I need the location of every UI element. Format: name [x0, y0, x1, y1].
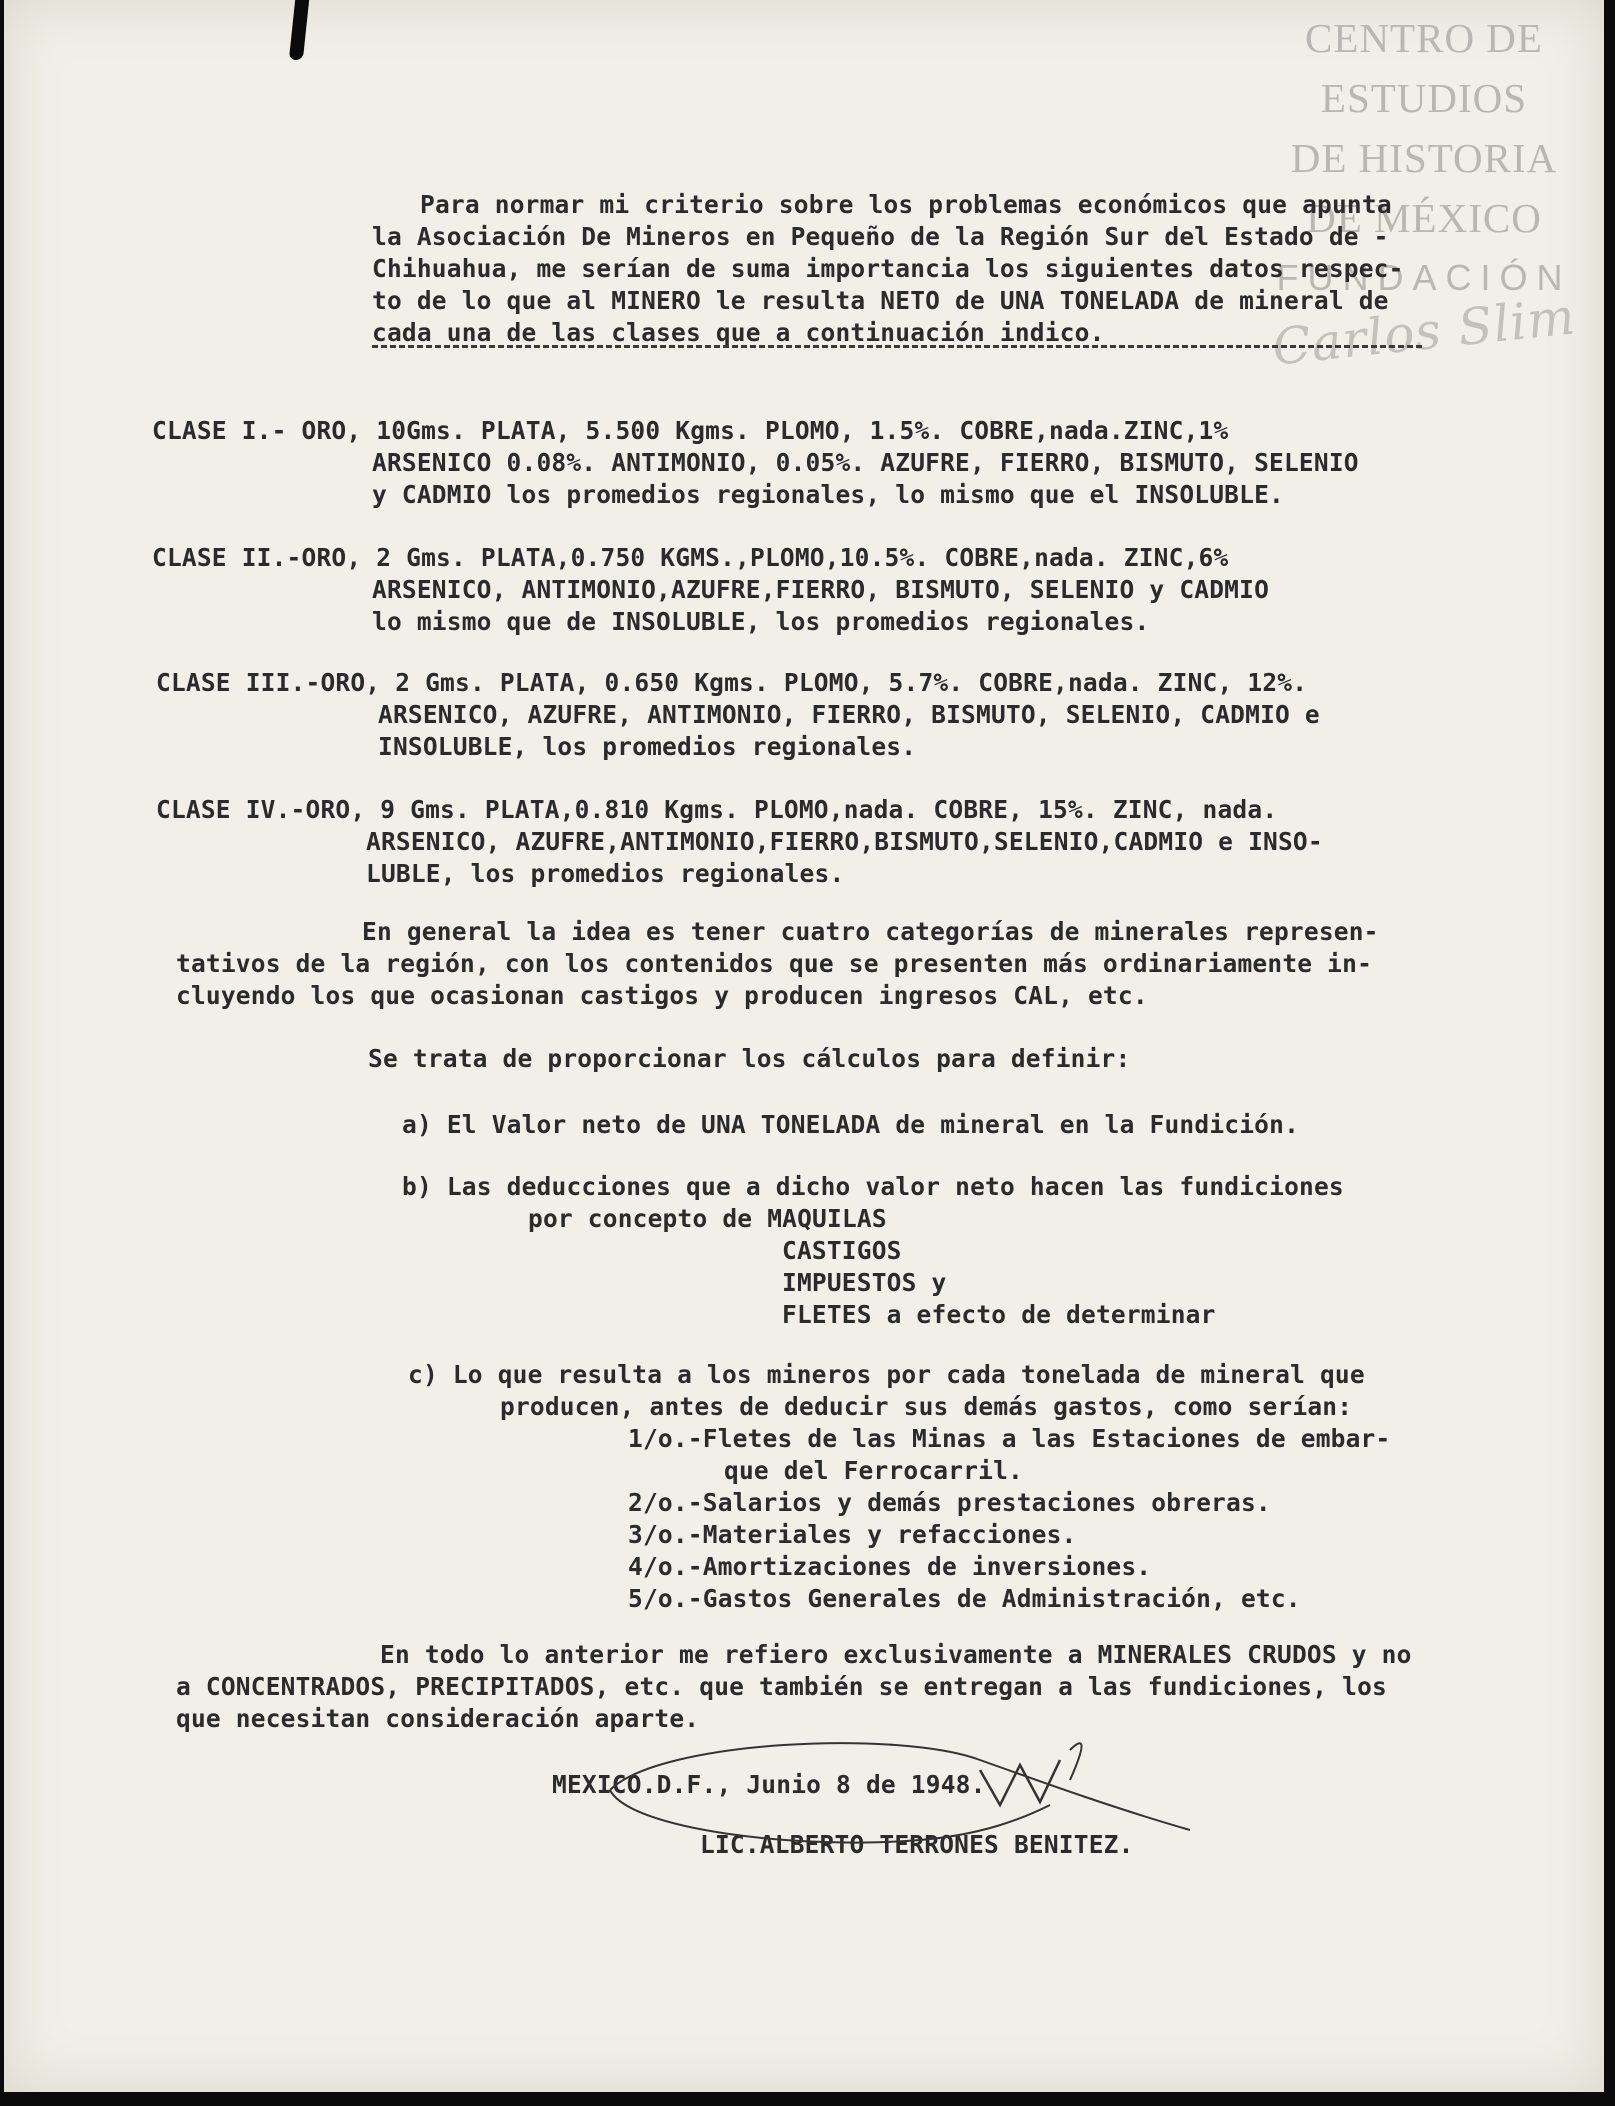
closing-line: En todo lo anterior me refiero exclusivamente a MINERALES CRUDOS y no [380, 1640, 1412, 1669]
item-c-subline: que del Ferrocarril. [724, 1456, 1024, 1485]
clase-1-line: CLASE I.- ORO, 10Gms. PLATA, 5.500 Kgms. PLOMO, 1.5%. COBRE,nada.ZINC,1% [152, 416, 1229, 445]
clase-2-line: CLASE II.-ORO, 2 Gms. PLATA,0.750 KGMS.,PLOMO,10.5%. COBRE,nada. ZINC,6% [152, 543, 1229, 572]
intro-line: to de lo que al MINERO le resulta NETO de UNA TONELADA de mineral de [372, 286, 1389, 315]
date-line: MEXICO.D.F., Junio 8 de 1948. [552, 1770, 986, 1799]
clase-4-line: ARSENICO, AZUFRE,ANTIMONIO,FIERRO,BISMUTO,SELENIO,CADMIO e INSO- [366, 827, 1323, 856]
item-c-subline: 5/o.-Gastos Generales de Administración, etc. [628, 1584, 1301, 1613]
watermark-signature: Carlos Slim [1269, 287, 1579, 377]
trata-line: Se trata de proporcionar los cálculos para definir: [368, 1044, 1131, 1073]
general-line: En general la idea es tener cuatro categorías de minerales represen- [362, 917, 1379, 946]
clase-4-line: CLASE IV.-ORO, 9 Gms. PLATA,0.810 Kgms. PLOMO,nada. COBRE, 15%. ZINC, nada. [156, 795, 1278, 824]
item-c-subline: 3/o.-Materiales y refacciones. [628, 1520, 1077, 1549]
intro-line: Para normar mi criterio sobre los problemas económicos que apunta [420, 190, 1392, 219]
clase-3-line: ARSENICO, AZUFRE, ANTIMONIO, FIERRO, BISMUTO, SELENIO, CADMIO e [378, 700, 1320, 729]
item-a: a) El Valor neto de UNA TONELADA de mineral en la Fundición. [402, 1110, 1300, 1139]
item-c-subline: 4/o.-Amortizaciones de inversiones. [628, 1552, 1152, 1581]
intro-line: Chihuahua, me serían de suma importancia los siguientes datos respec- [372, 254, 1404, 283]
clase-4-line: LUBLE, los promedios regionales. [366, 859, 845, 888]
item-b-line: IMPUESTOS y [782, 1268, 947, 1297]
general-line: tativos de la región, con los contenidos que se presenten más ordinariamente in- [176, 949, 1373, 978]
item-c-subline: 1/o.-Fletes de las Minas a las Estaciones de embar- [628, 1424, 1391, 1453]
clase-1-line: ARSENICO 0.08%. ANTIMONIO, 0.05%. AZUFRE, FIERRO, BISMUTO, SELENIO [372, 448, 1359, 477]
general-line: cluyendo los que ocasionan castigos y producen ingresos CAL, etc. [176, 981, 1148, 1010]
dashed-separator [372, 345, 1422, 348]
clase-3-line: CLASE III.-ORO, 2 Gms. PLATA, 0.650 Kgms. PLOMO, 5.7%. COBRE,nada. ZINC, 12%. [156, 668, 1308, 697]
handwritten-signature [600, 1720, 1200, 1860]
closing-line: a CONCENTRADOS, PRECIPITADOS, etc. que también se entregan a las fundiciones, los [176, 1672, 1387, 1701]
watermark-line: CENTRO DE [1305, 15, 1543, 61]
watermark-line: DE HISTORIA [1290, 135, 1558, 181]
item-c-line: producen, antes de deducir sus demás gastos, como serían: [500, 1392, 1353, 1421]
watermark-line: DE MÉXICO [1306, 195, 1542, 241]
intro-line: cada una de las clases que a continuación indico. [372, 318, 1105, 347]
signer-name: LIC.ALBERTO TERRONES BENITEZ. [700, 1830, 1134, 1859]
watermark-line: FUNDACIÓN [1276, 257, 1572, 298]
intro-line: la Asociación De Mineros en Pequeño de la Región Sur del Estado de - [372, 222, 1389, 251]
item-c-line: c) Lo que resulta a los mineros por cada tonelada de mineral que [408, 1360, 1365, 1389]
closing-line: que necesitan consideración aparte. [176, 1704, 700, 1733]
watermark-line: ESTUDIOS [1320, 75, 1528, 121]
clase-1-line: y CADMIO los promedios regionales, lo mismo que el INSOLUBLE. [372, 480, 1284, 509]
item-c-subline: 2/o.-Salarios y demás prestaciones obreras. [628, 1488, 1271, 1517]
clase-2-line: lo mismo que de INSOLUBLE, los promedios regionales. [372, 607, 1150, 636]
item-b-line: por concepto de MAQUILAS [528, 1204, 887, 1233]
item-b-line: FLETES a efecto de determinar [782, 1300, 1216, 1329]
clase-2-line: ARSENICO, ANTIMONIO,AZUFRE,FIERRO, BISMUTO, SELENIO y CADMIO [372, 575, 1270, 604]
clase-3-line: INSOLUBLE, los promedios regionales. [378, 732, 917, 761]
item-b-line: CASTIGOS [782, 1236, 902, 1265]
item-b-line: b) Las deducciones que a dicho valor neto hacen las fundiciones [402, 1172, 1344, 1201]
